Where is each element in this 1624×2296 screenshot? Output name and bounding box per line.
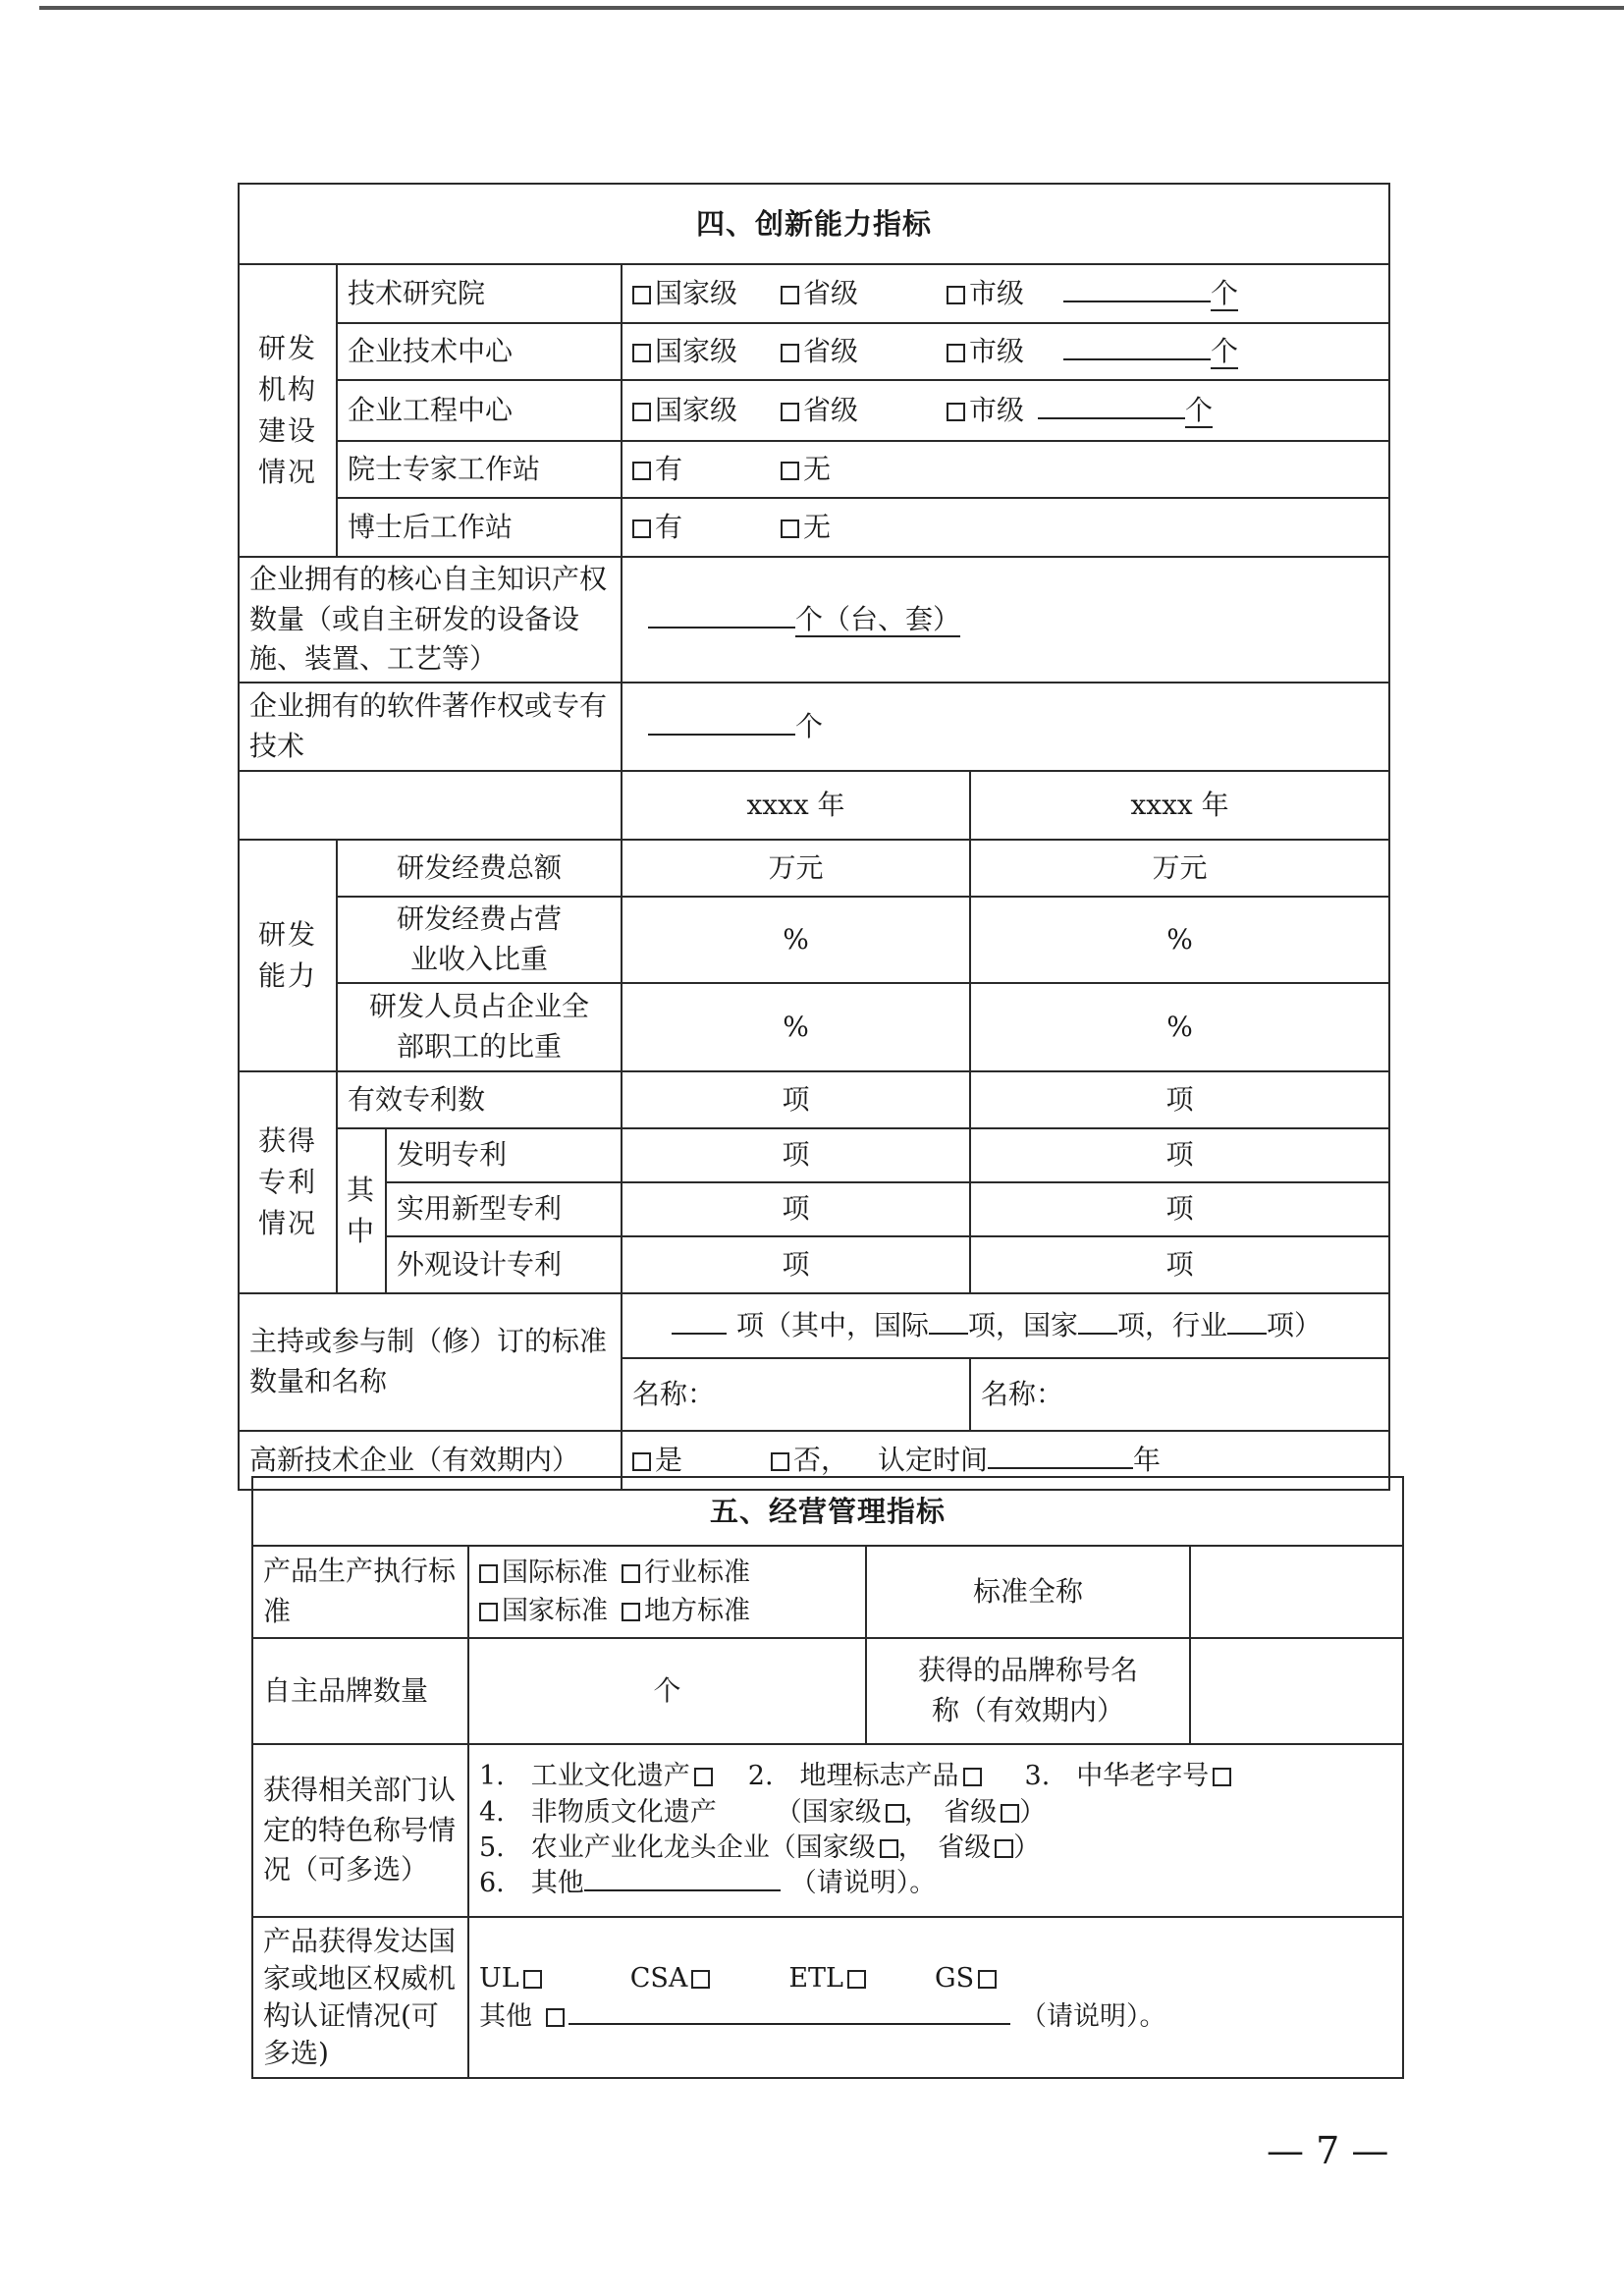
special-options: 1. 工业文化遗产 2. 地理标志产品 3. 中华老字号 4. 非物质文化遗产 （国家级 ， 省级 ） 5. 农业产业化龙头企业（国家级 ， 省级 ） 6. 其他 （请说明）。 (468, 1744, 1403, 1917)
other-blank[interactable] (584, 1889, 781, 1891)
rd-ability-value-y1[interactable]: 万元 (622, 840, 970, 897)
years-header-blank (239, 771, 622, 840)
patents-total-y1[interactable]: 项 (622, 1071, 970, 1128)
rd-org-row-name: 企业技术中心 (337, 323, 622, 380)
checkbox[interactable] (880, 1839, 898, 1858)
checkbox[interactable] (694, 1768, 713, 1786)
form-table (238, 183, 1390, 1491)
rd-org-yesno-options: 有 无 (622, 498, 1389, 557)
rd-ability-value-y2[interactable]: 万元 (970, 840, 1389, 897)
checkbox[interactable] (781, 462, 799, 480)
cert-options: UL CSA ETL GS 其他 （请说明）。 (468, 1917, 1403, 2078)
section4-title: 四、创新能力指标 (239, 184, 1389, 264)
checkbox[interactable] (781, 286, 799, 304)
rd-org-row-options: 国家级 省级 市级 个 (622, 264, 1389, 323)
brand-title-value[interactable] (1190, 1638, 1403, 1744)
standard-exec-label: 产品生产执行标准 (252, 1546, 468, 1638)
cert-other-blank[interactable] (568, 2023, 1010, 2025)
standards-name-y2[interactable]: 名称： (970, 1358, 1389, 1431)
patent-sub-name: 外观设计专利 (386, 1236, 622, 1293)
checkbox[interactable] (963, 1768, 982, 1786)
checkbox[interactable] (781, 519, 799, 538)
cert-label: 产品获得发达国家或地区权威机构认证情况(可多选) (252, 1917, 468, 2078)
year2-header: xxxx 年 (970, 771, 1389, 840)
rd-org-row-options: 国家级 省级 市级 个 (622, 323, 1389, 380)
checkbox[interactable] (622, 1564, 640, 1583)
checkbox[interactable] (546, 2008, 565, 2027)
standards-count[interactable]: 项（其中，国际 项，国家 项，行业 项） (622, 1293, 1389, 1358)
patent-sub-y1[interactable]: 项 (622, 1182, 970, 1236)
checkbox[interactable] (479, 1603, 498, 1621)
checkbox[interactable] (632, 1452, 651, 1471)
patent-sub-name: 实用新型专利 (386, 1182, 622, 1236)
checkbox[interactable] (479, 1564, 498, 1583)
checkbox[interactable] (947, 344, 965, 362)
checkbox[interactable] (1001, 1804, 1019, 1823)
rd-ability-value-y2[interactable]: % (970, 897, 1389, 983)
rd-ability-value-y2[interactable]: % (970, 983, 1389, 1071)
standards-name-y1[interactable]: 名称： (622, 1358, 970, 1431)
checkbox[interactable] (947, 286, 965, 304)
brand-label: 自主品牌数量 (252, 1638, 468, 1744)
hightech-label: 高新技术企业（有效期内） (239, 1431, 622, 1490)
checkbox[interactable] (632, 403, 651, 421)
checkbox[interactable] (632, 344, 651, 362)
count-blank[interactable] (1063, 301, 1211, 302)
patent-sub-name: 发明专利 (386, 1128, 622, 1182)
rd-ability-group-label: 研发能力 (239, 840, 337, 1071)
rd-org-row-name: 技术研究院 (337, 264, 622, 323)
rd-org-yesno-name: 院士专家工作站 (337, 441, 622, 498)
patents-total-y2[interactable]: 项 (970, 1071, 1389, 1128)
standard-exec-options: 国际标准 行业标准 国家标准 地方标准 (468, 1546, 866, 1638)
checkbox[interactable] (1213, 1768, 1231, 1786)
rd-ability-value-y1[interactable]: % (622, 983, 970, 1071)
checkbox[interactable] (847, 1970, 866, 1989)
rd-org-row-name: 企业工程中心 (337, 380, 622, 441)
standard-fullname-label: 标准全称 (866, 1546, 1190, 1638)
patent-sub-y2[interactable]: 项 (970, 1128, 1389, 1182)
checkbox[interactable] (632, 286, 651, 304)
rd-ability-row-name: 研发人员占企业全部职工的比重 (337, 983, 622, 1071)
software-label: 企业拥有的软件著作权或专有技术 (239, 683, 622, 771)
brand-count[interactable]: 个 (468, 1638, 866, 1744)
patent-sub-y1[interactable]: 项 (622, 1128, 970, 1182)
checkbox[interactable] (691, 1970, 710, 1989)
count-blank[interactable] (1063, 358, 1211, 360)
rd-ability-row-name: 研发经费总额 (337, 840, 622, 897)
year-blank[interactable] (988, 1467, 1133, 1469)
checkbox[interactable] (781, 403, 799, 421)
checkbox[interactable] (771, 1452, 789, 1471)
ip-value[interactable]: 个（台、套） (622, 557, 1389, 683)
software-value[interactable]: 个 (622, 683, 1389, 771)
checkbox[interactable] (978, 1970, 997, 1989)
rd-ability-value-y1[interactable]: % (622, 897, 970, 983)
special-label: 获得相关部门认定的特色称号情况（可多选） (252, 1744, 468, 1917)
patents-group-label: 获得专利情况 (239, 1071, 337, 1293)
page-number: — 7 — (1267, 2129, 1389, 2172)
checkbox[interactable] (781, 344, 799, 362)
form-table-section5 (251, 1476, 1404, 2079)
standard-fullname-value[interactable] (1190, 1546, 1403, 1638)
rd-org-group-label: 研发机构建设情况 (239, 264, 337, 557)
year1-header: xxxx 年 (622, 771, 970, 840)
checkbox[interactable] (632, 519, 651, 538)
checkbox[interactable] (523, 1970, 542, 1989)
count-blank[interactable] (1038, 417, 1185, 419)
checkbox[interactable] (886, 1804, 904, 1823)
rd-org-row-options: 国家级 省级 市级 个 (622, 380, 1389, 441)
rd-org-yesno-name: 博士后工作站 (337, 498, 622, 557)
rd-org-yesno-options: 有 无 (622, 441, 1389, 498)
checkbox[interactable] (995, 1839, 1013, 1858)
rd-ability-row-name: 研发经费占营业收入比重 (337, 897, 622, 983)
patents-total-label: 有效专利数 (337, 1071, 622, 1128)
patent-sub-y2[interactable]: 项 (970, 1182, 1389, 1236)
checkbox[interactable] (947, 403, 965, 421)
patent-sub-y1[interactable]: 项 (622, 1236, 970, 1293)
checkbox[interactable] (632, 462, 651, 480)
hightech-options: 是 否， 认定时间 年 (622, 1431, 1389, 1490)
ip-label: 企业拥有的核心自主知识产权数量（或自主研发的设备设施、装置、工艺等） (239, 557, 622, 683)
section5-title: 五、经营管理指标 (252, 1477, 1403, 1546)
patent-sub-y2[interactable]: 项 (970, 1236, 1389, 1293)
checkbox[interactable] (622, 1603, 640, 1621)
scan-top-border (39, 6, 1624, 10)
patents-sub-group-label: 其中 (337, 1128, 386, 1293)
standards-label: 主持或参与制（修）订的标准数量和名称 (239, 1293, 622, 1431)
brand-title-label: 获得的品牌称号名称（有效期内） (866, 1638, 1190, 1744)
